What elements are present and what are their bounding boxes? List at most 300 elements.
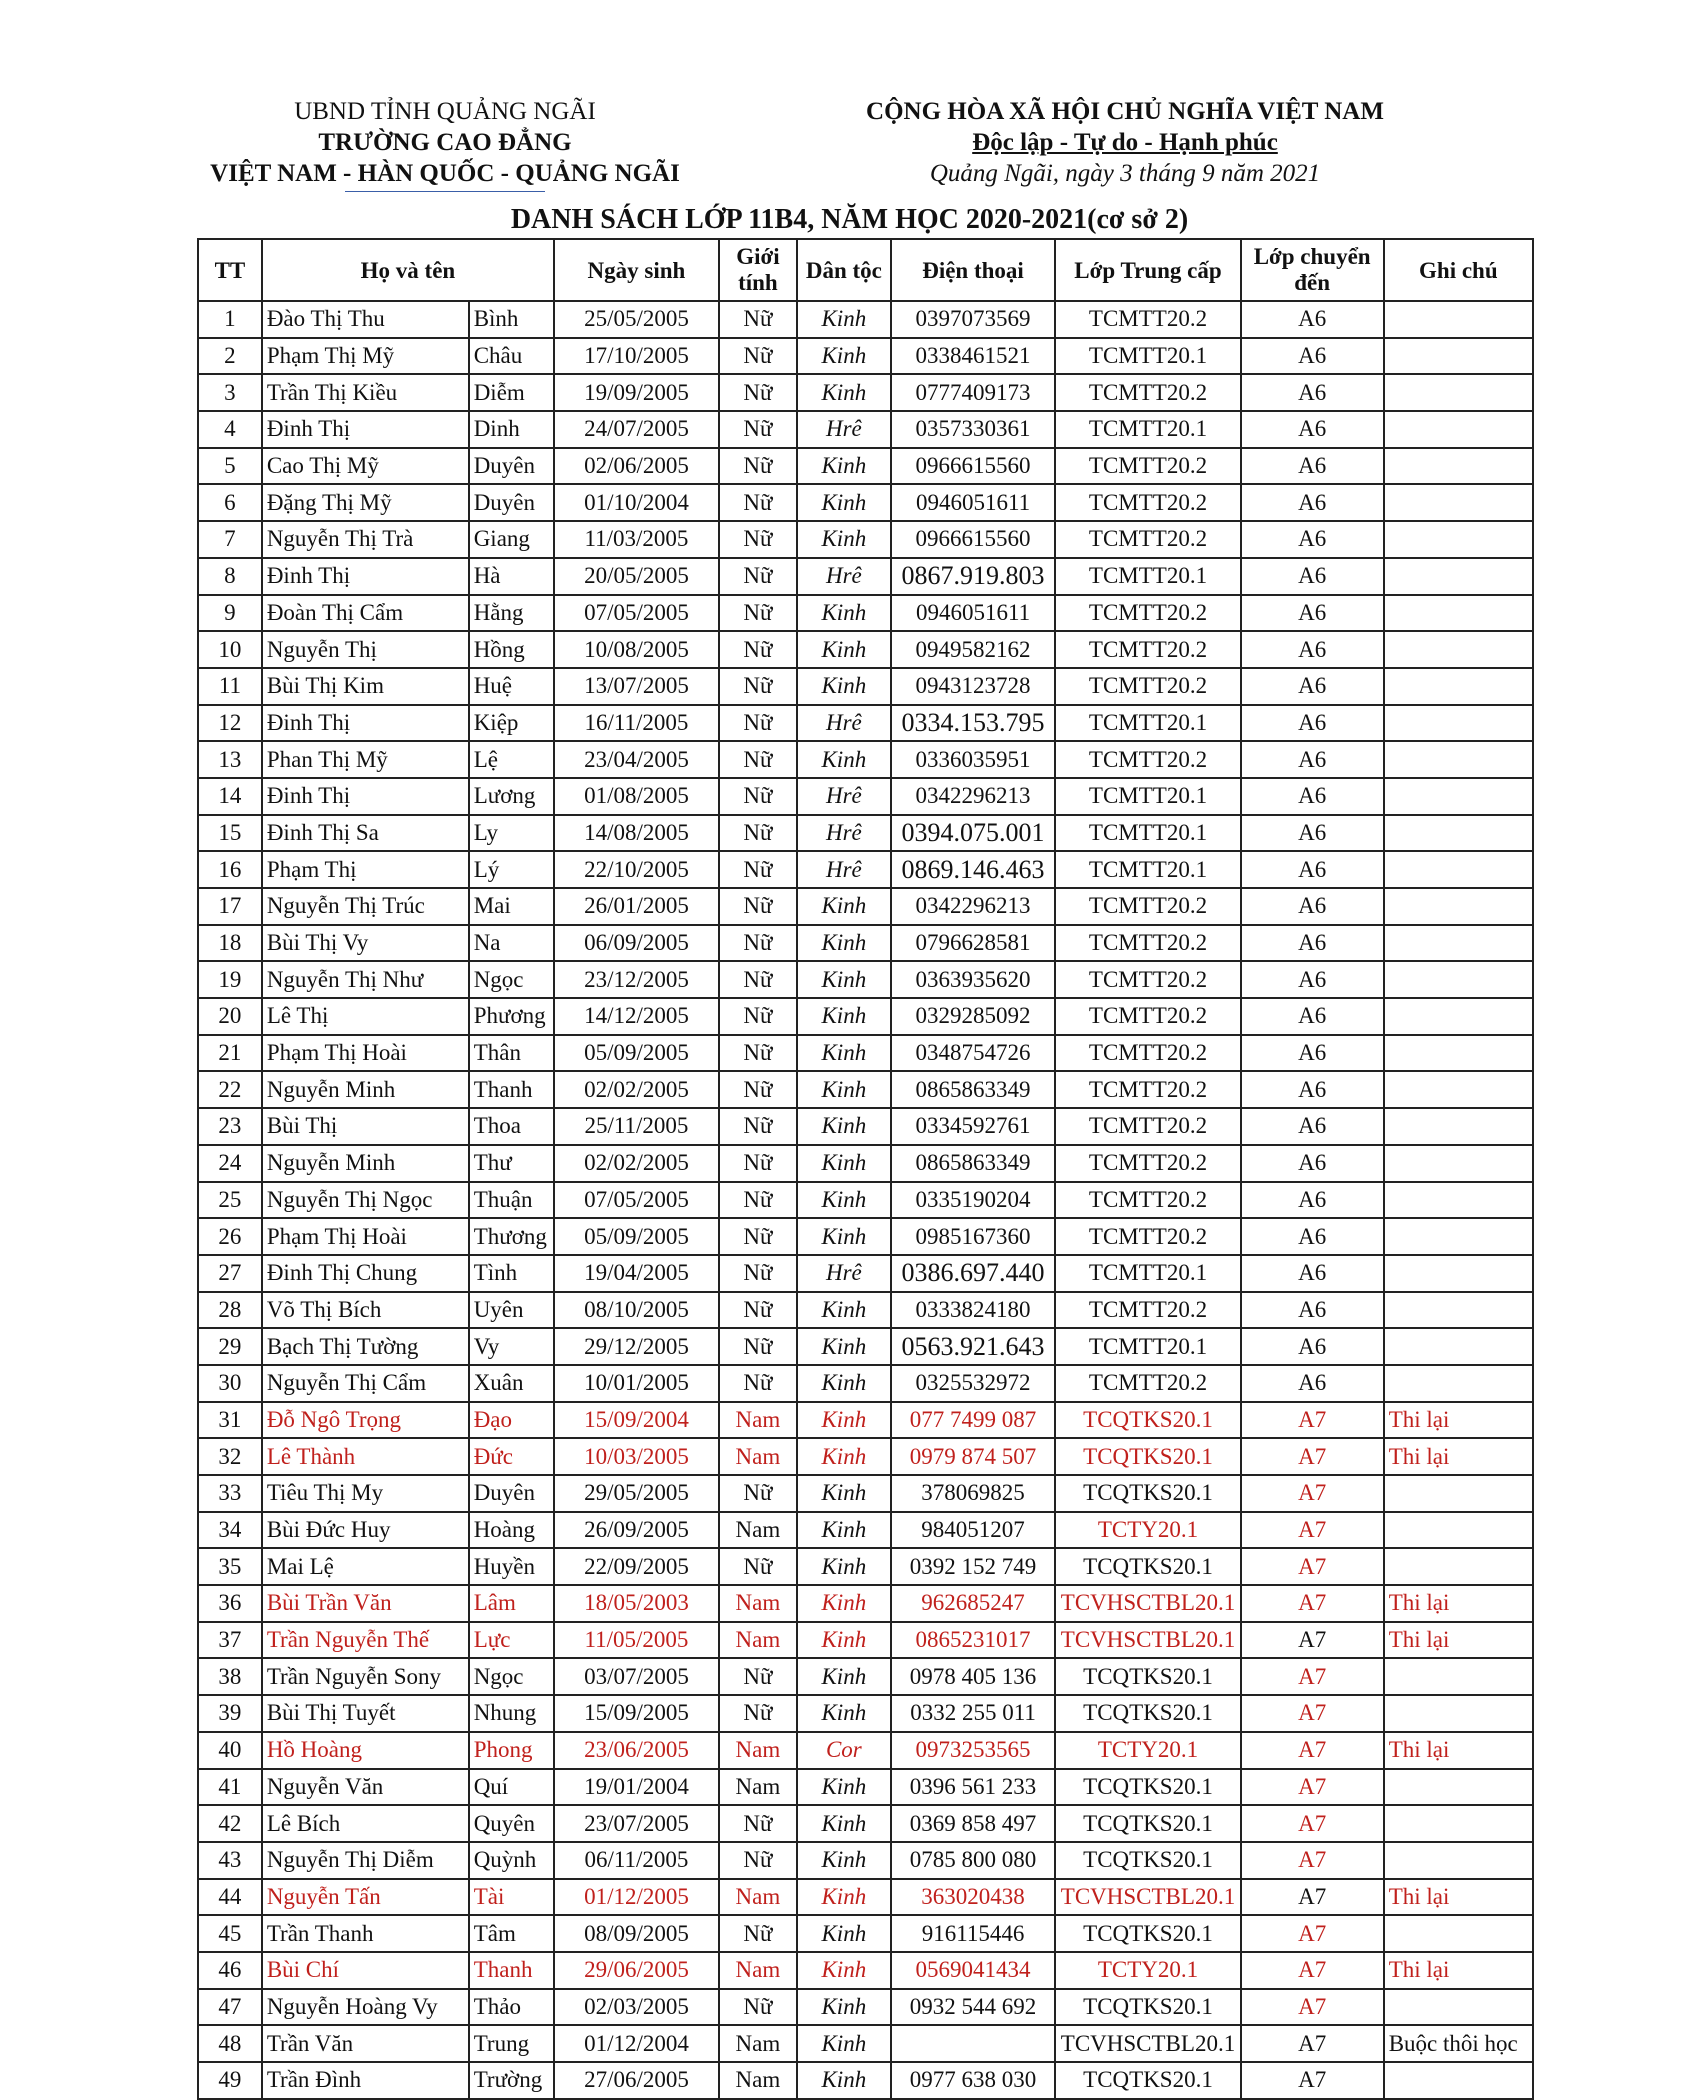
row-tt: 28 [198,1292,262,1329]
cell-given-name: Tâm [469,1915,554,1952]
cell-dob: 01/10/2004 [554,484,719,521]
row-tt: 22 [198,1071,262,1108]
cell-given-name: Thoa [469,1108,554,1145]
col-header-phone: Điện thoại [891,239,1056,301]
cell-given-name: Hoàng [469,1512,554,1549]
cell-first-name: Bạch Thị Tường [262,1328,469,1365]
cell-class: TCTY20.1 [1055,1732,1240,1769]
cell-dob: 22/10/2005 [554,851,719,888]
cell-dob: 14/08/2005 [554,815,719,852]
cell-transfer-class: A6 [1241,778,1384,815]
cell-class: TCMTT20.2 [1055,888,1240,925]
cell-gender: Nữ [719,1548,797,1585]
cell-first-name: Nguyễn Hoàng Vy [262,1989,469,2026]
row-tt: 12 [198,705,262,742]
cell-ethnicity: Kinh [797,741,891,778]
cell-dob: 23/06/2005 [554,1732,719,1769]
cell-ethnicity: Kinh [797,1512,891,1549]
cell-ethnicity: Kinh [797,595,891,632]
cell-dob: 11/03/2005 [554,521,719,558]
row-tt: 31 [198,1402,262,1439]
cell-gender: Nam [719,1438,797,1475]
cell-note [1384,631,1533,668]
row-tt: 19 [198,961,262,998]
cell-ethnicity: Hrê [797,778,891,815]
cell-phone: 0386.697.440 [891,1255,1056,1292]
cell-note [1384,1548,1533,1585]
cell-gender: Nữ [719,1842,797,1879]
table-header-row [198,239,1533,301]
cell-first-name: Trần Văn [262,2025,469,2062]
cell-class: TCMTT20.1 [1055,705,1240,742]
table-row [198,888,1533,925]
cell-first-name: Phan Thị Mỹ [262,741,469,778]
cell-note [1384,741,1533,778]
cell-class: TCMTT20.2 [1055,1108,1240,1145]
cell-dob: 25/11/2005 [554,1108,719,1145]
cell-phone: 0336035951 [891,741,1056,778]
cell-given-name: Duyên [469,1475,554,1512]
cell-phone: 0785 800 080 [891,1842,1056,1879]
cell-given-name: Thanh [469,1952,554,1989]
table-row [198,925,1533,962]
cell-note [1384,1182,1533,1219]
col-header-name: Họ và tên [262,239,554,301]
row-tt: 34 [198,1512,262,1549]
cell-gender: Nữ [719,815,797,852]
table-row [198,1071,1533,1108]
cell-dob: 19/09/2005 [554,374,719,411]
cell-dob: 16/11/2005 [554,705,719,742]
cell-first-name: Nguyễn Thị Ngọc [262,1182,469,1219]
cell-gender: Nữ [719,851,797,888]
cell-class: TCQTKS20.1 [1055,1475,1240,1512]
cell-note [1384,1475,1533,1512]
table-row [198,1475,1533,1512]
cell-ethnicity: Kinh [797,1952,891,1989]
cell-note [1384,1658,1533,1695]
cell-first-name: Đinh Thị Chung [262,1255,469,1292]
cell-phone: 0943123728 [891,668,1056,705]
cell-phone: 077 7499 087 [891,1402,1056,1439]
cell-gender: Nam [719,1879,797,1916]
cell-note: Thi lại [1384,1438,1533,1475]
cell-gender: Nữ [719,1658,797,1695]
cell-note [1384,338,1533,375]
cell-transfer-class: A7 [1241,1842,1384,1879]
cell-class: TCMTT20.2 [1055,998,1240,1035]
cell-first-name: Đinh Thị [262,558,469,595]
cell-first-name: Bùi Đức Huy [262,1512,469,1549]
cell-ethnicity: Kinh [797,1769,891,1806]
cell-first-name: Bùi Thị [262,1108,469,1145]
cell-given-name: Trường [469,2062,554,2099]
row-tt: 24 [198,1145,262,1182]
cell-transfer-class: A6 [1241,338,1384,375]
row-tt: 6 [198,484,262,521]
cell-class: TCMTT20.1 [1055,815,1240,852]
cell-phone: 0966615560 [891,521,1056,558]
cell-note: Buộc thôi học [1384,2025,1533,2062]
cell-given-name: Vy [469,1328,554,1365]
cell-note [1384,2062,1533,2099]
cell-dob: 26/09/2005 [554,1512,719,1549]
cell-first-name: Trần Nguyễn Thế [262,1622,469,1659]
cell-phone: 0397073569 [891,301,1056,338]
cell-ethnicity: Kinh [797,1915,891,1952]
cell-gender: Nữ [719,1255,797,1292]
cell-transfer-class: A7 [1241,1879,1384,1916]
row-tt: 8 [198,558,262,595]
row-tt: 46 [198,1952,262,1989]
cell-given-name: Đạo [469,1402,554,1439]
cell-first-name: Lê Thành [262,1438,469,1475]
table-row [198,1805,1533,1842]
cell-transfer-class: A7 [1241,1658,1384,1695]
table-row [198,595,1533,632]
cell-gender: Nữ [719,1071,797,1108]
cell-ethnicity: Kinh [797,521,891,558]
cell-first-name: Nguyễn Thị Diễm [262,1842,469,1879]
col-header-gender: Giới tính [719,239,797,301]
table-row [198,705,1533,742]
place-date: Quảng Ngãi, ngày 3 tháng 9 năm 2021 [929,160,1321,187]
cell-gender: Nam [719,1952,797,1989]
table-row [198,741,1533,778]
cell-class: TCMTT20.1 [1055,411,1240,448]
cell-phone: 0979 874 507 [891,1438,1056,1475]
cell-transfer-class: A7 [1241,1989,1384,2026]
cell-given-name: Dinh [469,411,554,448]
cell-gender: Nữ [719,338,797,375]
cell-transfer-class: A6 [1241,374,1384,411]
cell-ethnicity: Kinh [797,2062,891,2099]
cell-gender: Nữ [719,1989,797,2026]
cell-note [1384,1695,1533,1732]
cell-dob: 05/09/2005 [554,1218,719,1255]
cell-transfer-class: A6 [1241,815,1384,852]
cell-phone: 0867.919.803 [891,558,1056,595]
row-tt: 48 [198,2025,262,2062]
cell-transfer-class: A6 [1241,998,1384,1035]
cell-transfer-class: A6 [1241,1071,1384,1108]
cell-given-name: Lệ [469,741,554,778]
cell-class: TCQTKS20.1 [1055,1658,1240,1695]
cell-phone: 0394.075.001 [891,815,1056,852]
cell-note: Thi lại [1384,1402,1533,1439]
cell-given-name: Kiệp [469,705,554,742]
cell-first-name: Đinh Thị [262,705,469,742]
cell-note [1384,778,1533,815]
cell-first-name: Nguyễn Tấn [262,1879,469,1916]
cell-dob: 20/05/2005 [554,558,719,595]
cell-transfer-class: A6 [1241,1145,1384,1182]
cell-gender: Nữ [719,1108,797,1145]
cell-note [1384,1915,1533,1952]
cell-gender: Nam [719,1769,797,1806]
cell-note [1384,1035,1533,1072]
cell-note [1384,1108,1533,1145]
cell-phone: 916115446 [891,1915,1056,1952]
table-row [198,1365,1533,1402]
cell-gender: Nữ [719,1292,797,1329]
cell-given-name: Trung [469,2025,554,2062]
cell-dob: 01/08/2005 [554,778,719,815]
cell-transfer-class: A7 [1241,2062,1384,2099]
cell-ethnicity: Hrê [797,411,891,448]
cell-note [1384,1328,1533,1365]
table-row [198,1769,1533,1806]
cell-transfer-class: A6 [1241,1365,1384,1402]
cell-phone: 0796628581 [891,925,1056,962]
cell-transfer-class: A7 [1241,1438,1384,1475]
cell-given-name: Tài [469,1879,554,1916]
cell-dob: 02/06/2005 [554,448,719,485]
cell-note [1384,1218,1533,1255]
cell-given-name: Tình [469,1255,554,1292]
cell-dob: 15/09/2005 [554,1695,719,1732]
row-tt: 9 [198,595,262,632]
cell-phone: 0966615560 [891,448,1056,485]
cell-gender: Nam [719,2062,797,2099]
table-row [198,1438,1533,1475]
cell-ethnicity: Kinh [797,1842,891,1879]
cell-ethnicity: Kinh [797,998,891,1035]
cell-class: TCMTT20.1 [1055,1255,1240,1292]
col-header-tt: TT [198,239,262,301]
cell-gender: Nữ [719,961,797,998]
cell-given-name: Ngọc [469,961,554,998]
cell-phone: 0338461521 [891,338,1056,375]
col-header-dob: Ngày sinh [554,239,719,301]
cell-note [1384,668,1533,705]
cell-transfer-class: A6 [1241,1035,1384,1072]
cell-dob: 24/07/2005 [554,411,719,448]
col-header-transfer: Lớp chuyển đến [1241,239,1384,301]
cell-given-name: Thân [469,1035,554,1072]
cell-transfer-class: A6 [1241,595,1384,632]
row-tt: 4 [198,411,262,448]
cell-class: TCVHSCTBL20.1 [1055,1879,1240,1916]
cell-class: TCMTT20.2 [1055,1218,1240,1255]
cell-given-name: Duyên [469,448,554,485]
cell-note [1384,998,1533,1035]
table-row [198,521,1533,558]
cell-dob: 10/08/2005 [554,631,719,668]
cell-ethnicity: Hrê [797,851,891,888]
table-row [198,1732,1533,1769]
cell-first-name: Võ Thị Bích [262,1292,469,1329]
table-row [198,1255,1533,1292]
cell-first-name: Bùi Trần Văn [262,1585,469,1622]
cell-class: TCMTT20.2 [1055,1292,1240,1329]
cell-ethnicity: Kinh [797,1475,891,1512]
cell-note [1384,1805,1533,1842]
cell-phone: 0334592761 [891,1108,1056,1145]
col-header-class: Lớp Trung cấp [1055,239,1240,301]
row-tt: 20 [198,998,262,1035]
cell-transfer-class: A6 [1241,925,1384,962]
cell-first-name: Đỗ Ngô Trọng [262,1402,469,1439]
cell-given-name: Thương [469,1218,554,1255]
cell-first-name: Nguyễn Minh [262,1145,469,1182]
cell-gender: Nữ [719,925,797,962]
cell-first-name: Phạm Thị Mỹ [262,338,469,375]
cell-phone: 0357330361 [891,411,1056,448]
cell-gender: Nam [719,1512,797,1549]
cell-note [1384,1292,1533,1329]
cell-dob: 23/12/2005 [554,961,719,998]
cell-given-name: Quỳnh [469,1842,554,1879]
cell-gender: Nữ [719,705,797,742]
cell-given-name: Ly [469,815,554,852]
cell-first-name: Nguyễn Thị Trà [262,521,469,558]
cell-transfer-class: A7 [1241,1805,1384,1842]
cell-class: TCMTT20.1 [1055,1328,1240,1365]
student-roster-table [197,238,1534,2100]
cell-dob: 14/12/2005 [554,998,719,1035]
col-header-note: Ghi chú [1384,239,1533,301]
table-row [198,1145,1533,1182]
cell-given-name: Lý [469,851,554,888]
cell-note: Thi lại [1384,1879,1533,1916]
table-row [198,2025,1533,2062]
cell-dob: 26/01/2005 [554,888,719,925]
table-row [198,815,1533,852]
cell-given-name: Hằng [469,595,554,632]
table-row [198,1915,1533,1952]
cell-class: TCQTKS20.1 [1055,2062,1240,2099]
cell-phone: 0869.146.463 [891,851,1056,888]
cell-note [1384,851,1533,888]
row-tt: 5 [198,448,262,485]
cell-phone: 962685247 [891,1585,1056,1622]
cell-note [1384,558,1533,595]
cell-gender: Nữ [719,595,797,632]
cell-note [1384,1145,1533,1182]
cell-phone: 0946051611 [891,595,1056,632]
cell-gender: Nữ [719,778,797,815]
school-name-line2: VIỆT NAM - HÀN QUỐC - QUẢNG NGÃI [210,160,680,187]
cell-class: TCMTT20.1 [1055,558,1240,595]
cell-first-name: Đào Thị Thu [262,301,469,338]
table-row [198,778,1533,815]
cell-class: TCQTKS20.1 [1055,1989,1240,2026]
cell-note: Thi lại [1384,1622,1533,1659]
cell-phone: 0334.153.795 [891,705,1056,742]
cell-gender: Nữ [719,888,797,925]
cell-gender: Nam [719,1402,797,1439]
cell-first-name: Đinh Thị [262,411,469,448]
cell-given-name: Duyên [469,484,554,521]
row-tt: 30 [198,1365,262,1402]
cell-dob: 10/01/2005 [554,1365,719,1402]
cell-transfer-class: A6 [1241,1292,1384,1329]
table-row [198,484,1533,521]
row-tt: 14 [198,778,262,815]
cell-ethnicity: Kinh [797,448,891,485]
cell-transfer-class: A6 [1241,888,1384,925]
cell-ethnicity: Kinh [797,961,891,998]
cell-note [1384,1071,1533,1108]
cell-ethnicity: Kinh [797,1108,891,1145]
cell-transfer-class: A7 [1241,1475,1384,1512]
cell-given-name: Phong [469,1732,554,1769]
cell-gender: Nam [719,1732,797,1769]
cell-ethnicity: Kinh [797,301,891,338]
cell-given-name: Giang [469,521,554,558]
cell-first-name: Hồ Hoàng [262,1732,469,1769]
row-tt: 11 [198,668,262,705]
cell-given-name: Quyên [469,1805,554,1842]
cell-gender: Nữ [719,1145,797,1182]
cell-note: Thi lại [1384,1732,1533,1769]
cell-transfer-class: A6 [1241,1108,1384,1145]
row-tt: 35 [198,1548,262,1585]
cell-given-name: Phương [469,998,554,1035]
cell-transfer-class: A6 [1241,741,1384,778]
cell-ethnicity: Kinh [797,1438,891,1475]
cell-gender: Nữ [719,1035,797,1072]
cell-class: TCMTT20.2 [1055,1071,1240,1108]
cell-given-name: Hồng [469,631,554,668]
national-motto: Độc lập - Tự do - Hạnh phúc [972,129,1278,156]
cell-ethnicity: Kinh [797,925,891,962]
row-tt: 42 [198,1805,262,1842]
cell-note [1384,815,1533,852]
cell-note: Thi lại [1384,1952,1533,1989]
cell-gender: Nữ [719,1915,797,1952]
cell-first-name: Bùi Thị Tuyết [262,1695,469,1732]
cell-given-name: Xuân [469,1365,554,1402]
header-right [690,96,1560,189]
cell-gender: Nữ [719,521,797,558]
cell-class: TCMTT20.2 [1055,741,1240,778]
cell-note [1384,705,1533,742]
cell-note [1384,448,1533,485]
cell-ethnicity: Hrê [797,558,891,595]
cell-gender: Nam [719,1622,797,1659]
cell-phone: 0369 858 497 [891,1805,1056,1842]
cell-class: TCQTKS20.1 [1055,1438,1240,1475]
cell-phone: 0342296213 [891,888,1056,925]
cell-note [1384,1989,1533,2026]
cell-first-name: Bùi Thị Vy [262,925,469,962]
cell-given-name: Lâm [469,1585,554,1622]
cell-note: Thi lại [1384,1585,1533,1622]
cell-transfer-class: A7 [1241,2025,1384,2062]
cell-ethnicity: Kinh [797,1218,891,1255]
row-tt: 43 [198,1842,262,1879]
row-tt: 36 [198,1585,262,1622]
cell-given-name: Bình [469,301,554,338]
cell-dob: 08/10/2005 [554,1292,719,1329]
cell-first-name: Phạm Thị Hoài [262,1035,469,1072]
header-left-underline [345,191,545,192]
row-tt: 27 [198,1255,262,1292]
cell-phone: 363020438 [891,1879,1056,1916]
cell-ethnicity: Cor [797,1732,891,1769]
cell-class: TCTY20.1 [1055,1512,1240,1549]
cell-given-name: Lương [469,778,554,815]
cell-given-name: Ngọc [469,1658,554,1695]
cell-first-name: Trần Thanh [262,1915,469,1952]
cell-phone: 0569041434 [891,1952,1056,1989]
cell-class: TCMTT20.2 [1055,521,1240,558]
cell-ethnicity: Kinh [797,1402,891,1439]
cell-note [1384,1842,1533,1879]
cell-transfer-class: A7 [1241,1622,1384,1659]
